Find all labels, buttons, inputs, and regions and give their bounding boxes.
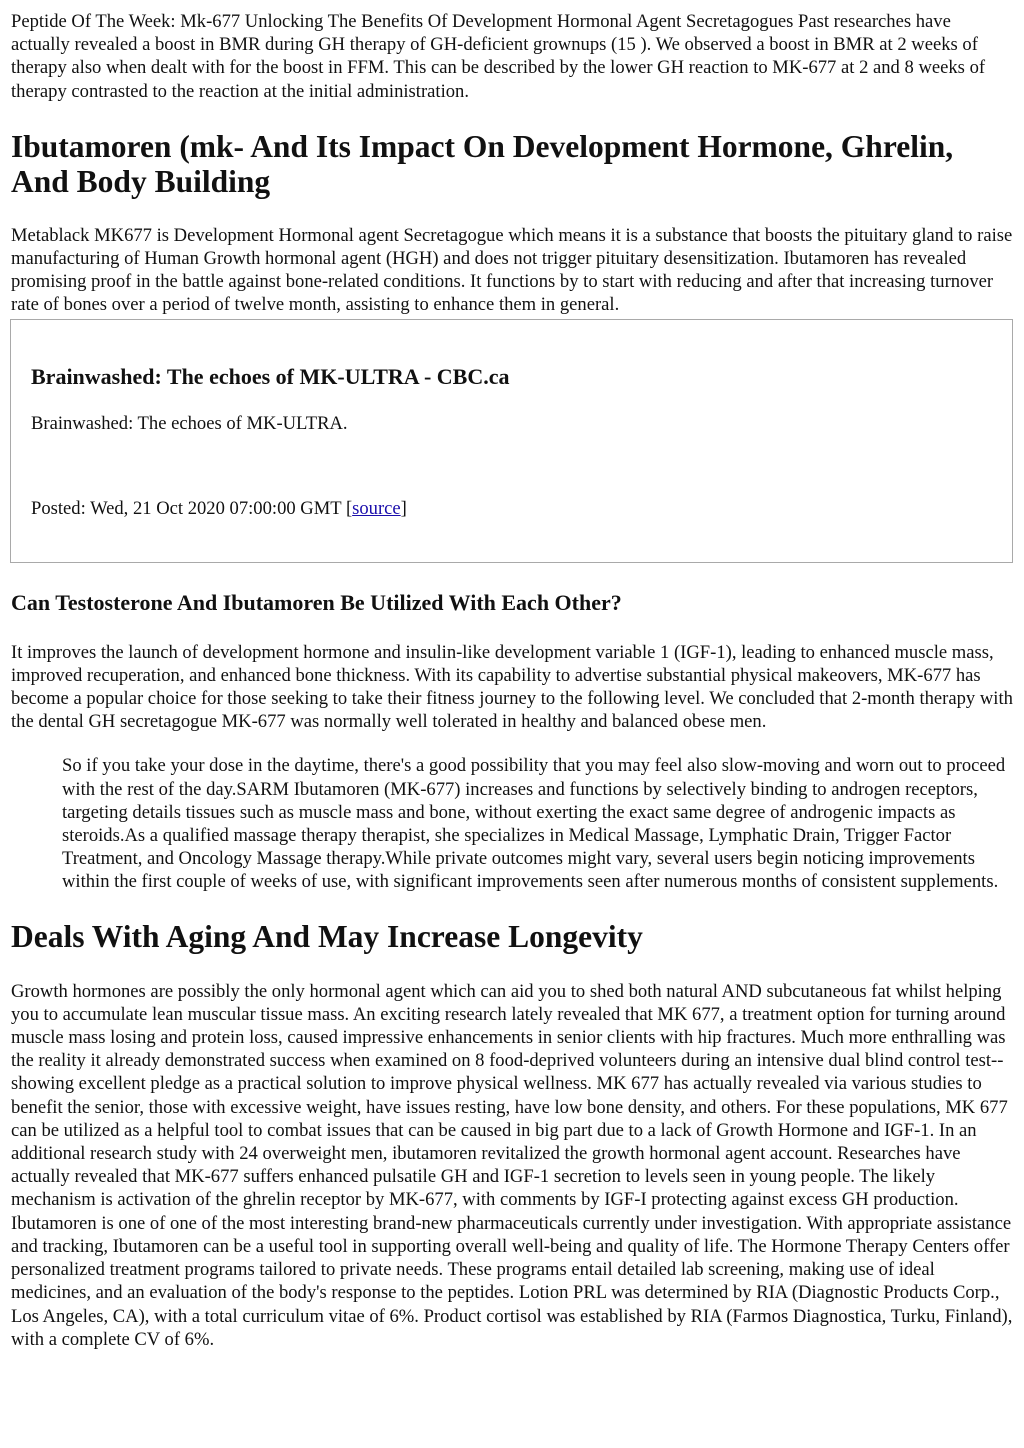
paragraph-growth-hormones: Growth hormones are possibly the only hormonal agent which can aid you to shed both natural AND subcutaneous fat whilst helping you to accumulate lean muscular tissue mass. An exciting research lately revealed that MK 677, a treatment option for turning around muscle mass losing and protein loss, caused impressive enhancements in senior clients with hip fractures. Much more enthralling was the reality it already demonstrated success when examined on 8 food-deprived volunteers during an intensive dual blind control test-- showing excellent pledge as a practical solution to improve physical wellness. MK 677 has actually revealed via various studies to benefit the senior, those with excessive weight, have issues resting, have low bone density, and others. For these populations, MK 677 can be utilized as a helpful tool to combat issues that can be caused in big part due to a lack of Growth Hormone and IGF-1. In an additional research study with 24 overweight men, ibutamoren revitalized the growth hormonal agent account. Researches have actually revealed that MK-677 suffers enhanced pulsatile GH and IGF-1 secretion to levels seen in young people. The likely mechanism is activation of the ghrelin receptor by MK-677, with comments by IGF-I protecting against excess GH production. Ibutamoren is one of one of the most interesting brand-new pharmaceuticals currently under investigation. With appropriate assistance and tracking, Ibutamoren can be a useful tool in supporting overall well-being and quality of life. The Hormone Therapy Centers offer personalized treatment programs tailored to private needs. These programs entail detailed lab screening, making use of ideal medicines, and an evaluation of the body's response to the peptides. Lotion PRL was determined by RIA (Diagnostic Products Corp., Los Angeles, CA), with a total curriculum vitae of 6%. Product cortisol was established by RIA (Farmos Diagnostica, Turku, Finland), with a complete CV of 6%. xyxy=(11,980,1013,1350)
intro-paragraph: Peptide Of The Week: Mk-677 Unlocking The Benefits Of Development Hormonal Agent Secretagogues Past researches have actually revealed a boost in BMR during GH therapy of GH-deficient grownups (15 ). We observed a boost in BMR at 2 weeks of therapy also when dealt with for the boost in FFM. This can be described by the lower GH reaction to MK-677 at 2 and 8 weeks of therapy contrasted to the reaction at the initial administration. xyxy=(11,11,986,102)
news-box xyxy=(10,319,1013,563)
news-summary: Brainwashed: The echoes of MK-ULTRA. xyxy=(31,412,348,434)
paragraph-metablack: Metablack MK677 is Development Hormonal agent Secretagogue which means it is a substance that boosts the pituitary gland to raise manufacturing of Human Growth hormonal agent (HGH) and does not trigger pituitary desensitization. Ibutamoren has revealed promising proof in the battle against bone-related conditions. It functions by to start with reducing and after that increasing turnover rate of bones over a period of twelve month, assisting to enhance them in general. xyxy=(11,224,1013,316)
blockquote: So if you take your dose in the daytime, there's a good possibility that you may feel also slow-moving and worn out to proceed with the rest of the day.SARM Ibutamoren (MK-677) increases and functions by selectively binding to androgen receptors, targeting details tissues such as muscle mass and bone, without exerting the exact same degree of androgenic impacts as steroids.As a qualified massage therapy therapist, she specializes in Medical Massage, Lymphatic Drain, Trigger Factor Treatment, and Oncology Massage therapy.While private outcomes might vary, several users begin noticing improvements within the first couple of weeks of use, with significant improvements seen after numerous months of consistent supplements. xyxy=(62,755,1006,893)
heading-ibutamoren: Ibutamoren (mk- And Its Impact On Development Hormone, Ghrelin, And Body Building xyxy=(11,128,954,199)
heading-testosterone: Can Testosterone And Ibutamoren Be Utilized With Each Other? xyxy=(11,589,622,615)
news-posted-suffix: ] xyxy=(400,497,407,519)
heading-aging: Deals With Aging And May Increase Longevity xyxy=(11,918,643,954)
news-title: Brainwashed: The echoes of MK-ULTRA - CBC.ca xyxy=(31,363,510,389)
news-source-link[interactable]: source xyxy=(352,497,401,519)
news-posted xyxy=(31,497,992,520)
paragraph-improves: It improves the launch of development hormone and insulin-like development variable 1 (IGF-1), leading to enhanced muscle mass, improved recuperation, and enhanced bone thickness. With its capability to advertise substantial physical makeovers, MK-677 has become a popular choice for those seeking to take their fitness journey to the following level. We concluded that 2-month therapy with the dental GH secretagogue MK-677 was normally well tolerated in healthy and balanced obese men. xyxy=(11,641,1013,733)
news-posted-date: Posted: Wed, 21 Oct 2020 07:00:00 GMT [ xyxy=(31,497,353,519)
